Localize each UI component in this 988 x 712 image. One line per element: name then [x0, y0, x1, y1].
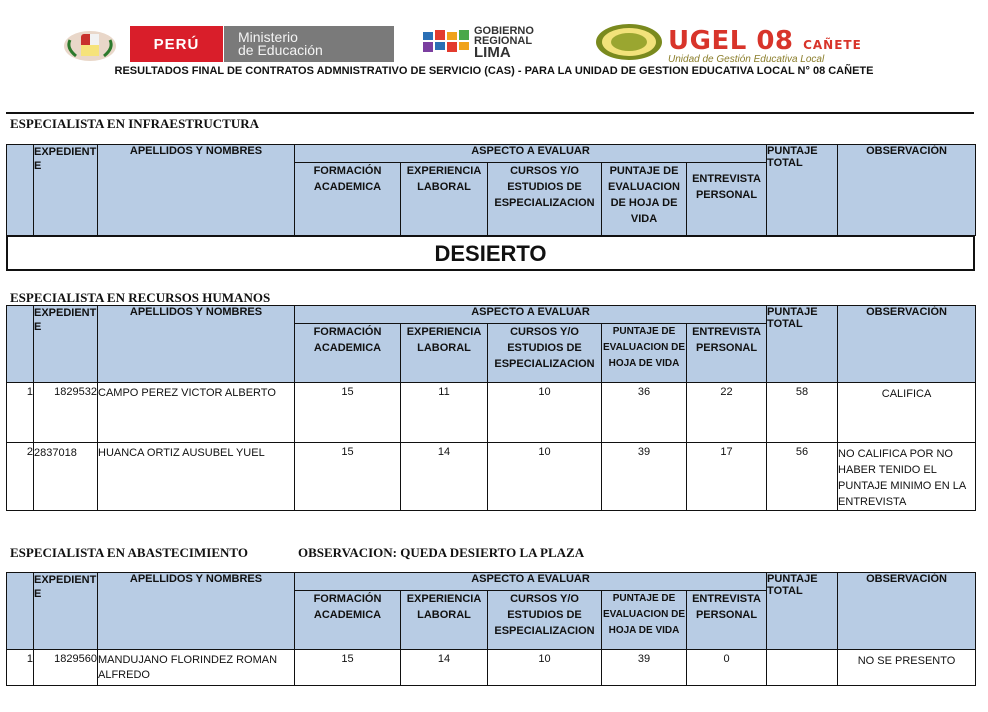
- col-expediente: EXPEDIENTE: [34, 145, 98, 236]
- col-index: [7, 573, 34, 650]
- col-cursos: CURSOS Y/O ESTUDIOS DE ESPECIALIZACION: [488, 163, 602, 236]
- row-observacion: NO SE PRESENTO: [838, 650, 976, 686]
- row-entrevista: 0: [687, 650, 767, 686]
- col-entrevista: ENTREVISTA PERSONAL: [687, 163, 767, 236]
- col-apellidos: APELLIDOS Y NOMBRES: [98, 145, 295, 236]
- section-title-recursos-humanos: ESPECIALISTA EN RECURSOS HUMANOS: [10, 290, 271, 305]
- table-row: [7, 383, 976, 443]
- row-total: [767, 650, 838, 686]
- row-nombre: HUANCA ORTIZ AUSUBEL YUEL: [98, 443, 295, 511]
- col-apellidos: APELLIDOS Y NOMBRES: [98, 573, 295, 650]
- ugel-seal-icon: [594, 22, 664, 62]
- row-experiencia: 14: [401, 650, 488, 686]
- ugel-subtitle: Unidad de Gestión Educativa Local: [668, 54, 825, 65]
- col-observacion: OBSERVACIÓN: [838, 306, 976, 383]
- row-hoja-vida: 36: [602, 383, 687, 443]
- ugel-name: [668, 26, 862, 56]
- row-entrevista: 17: [687, 443, 767, 511]
- col-aspecto: ASPECTO A EVALUAR: [295, 145, 767, 163]
- col-experiencia: EXPERIENCIA LABORAL: [401, 163, 488, 236]
- row-index: 2: [7, 443, 34, 511]
- ugel-city: CAÑETE: [803, 38, 862, 52]
- col-puntaje-hoja-vida: PUNTAJE DE EVALUACION DE HOJA DE VIDA: [602, 591, 687, 650]
- col-apellidos: APELLIDOS Y NOMBRES: [98, 306, 295, 383]
- ministerio-line1: Ministerio: [238, 29, 298, 45]
- ugel-name-main: UGEL 08: [668, 26, 794, 56]
- col-cursos: CURSOS Y/O ESTUDIOS DE ESPECIALIZACION: [488, 591, 602, 650]
- row-index: 1: [7, 650, 34, 686]
- col-index: [7, 145, 34, 236]
- gobierno-line3: LIMA: [474, 44, 511, 61]
- col-formacion: FORMACIÓN ACADEMICA: [295, 591, 401, 650]
- divider-line: [6, 112, 974, 114]
- ministerio-brand: [224, 26, 394, 62]
- col-experiencia: EXPERIENCIA LABORAL: [401, 324, 488, 383]
- row-observacion: CALIFICA: [838, 383, 976, 443]
- col-observacion: OBSERVACIÓN: [838, 145, 976, 236]
- row-formacion: 15: [295, 650, 401, 686]
- col-formacion: FORMACIÓN ACADEMICA: [295, 163, 401, 236]
- row-observacion: NO CALIFICA POR NO HABER TENIDO EL PUNTAJE MINIMO EN LA ENTREVISTA: [838, 443, 976, 511]
- col-aspecto: ASPECTO A EVALUAR: [295, 573, 767, 591]
- header-logos: [0, 20, 988, 66]
- col-formacion: FORMACIÓN ACADEMICA: [295, 324, 401, 383]
- gobierno-line1: GOBIERNO: [474, 25, 534, 37]
- col-observacion: OBSERVACIÓN: [838, 573, 976, 650]
- table-abastecimiento: [6, 572, 976, 686]
- row-index: 1: [7, 383, 34, 443]
- row-entrevista: 22: [687, 383, 767, 443]
- section-title-abastecimiento: ESPECIALISTA EN ABASTECIMIENTO: [10, 545, 248, 560]
- row-cursos: 10: [488, 443, 602, 511]
- document-title: RESULTADOS FINAL DE CONTRATOS ADMNISTRATIVO DE SERVICIO (CAS) - PARA LA UNIDAD DE GESTION EDUCATIVA LOCAL N° 08 CAÑETE: [114, 65, 874, 77]
- row-expediente: 2837018: [34, 443, 98, 511]
- table-row: [7, 443, 976, 511]
- table-row: [7, 650, 976, 686]
- col-puntaje-total: PUNTAJE TOTAL: [767, 306, 838, 383]
- gobierno-line2: REGIONAL: [474, 35, 533, 47]
- row-nombre: MANDUJANO FLORINDEZ ROMAN ALFREDO: [98, 650, 295, 686]
- row-experiencia: 11: [401, 383, 488, 443]
- col-puntaje-hoja-vida: PUNTAJE DE EVALUACION DE HOJA DE VIDA: [602, 163, 687, 236]
- col-entrevista: ENTREVISTA PERSONAL: [687, 324, 767, 383]
- result-desierto: DESIERTO: [6, 236, 975, 271]
- col-index: [7, 306, 34, 383]
- peru-coat-of-arms-icon: [62, 28, 118, 62]
- row-expediente: 1829532: [34, 383, 98, 443]
- ministerio-line2: de Educación: [238, 42, 323, 58]
- row-total: 58: [767, 383, 838, 443]
- col-puntaje-hoja-vida: PUNTAJE DE EVALUACION DE HOJA DE VIDA: [602, 324, 687, 383]
- col-aspecto: ASPECTO A EVALUAR: [295, 306, 767, 324]
- gobierno-regional-icon: [423, 28, 469, 56]
- gobierno-regional-text: [474, 26, 554, 60]
- row-formacion: 15: [295, 383, 401, 443]
- col-expediente: EXPEDIENTE: [34, 573, 98, 650]
- row-cursos: 10: [488, 383, 602, 443]
- row-cursos: 10: [488, 650, 602, 686]
- row-experiencia: 14: [401, 443, 488, 511]
- col-puntaje-total: PUNTAJE TOTAL: [767, 145, 838, 236]
- section-note-abastecimiento: OBSERVACION: QUEDA DESIERTO LA PLAZA: [298, 545, 585, 560]
- col-entrevista: ENTREVISTA PERSONAL: [687, 591, 767, 650]
- col-cursos: CURSOS Y/O ESTUDIOS DE ESPECIALIZACION: [488, 324, 602, 383]
- col-experiencia: EXPERIENCIA LABORAL: [401, 591, 488, 650]
- row-hoja-vida: 39: [602, 650, 687, 686]
- col-puntaje-total: PUNTAJE TOTAL: [767, 573, 838, 650]
- peru-brand: PERÚ: [130, 26, 223, 62]
- table-infraestructura: [6, 144, 976, 236]
- row-formacion: 15: [295, 443, 401, 511]
- row-hoja-vida: 39: [602, 443, 687, 511]
- col-expediente: EXPEDIENTE: [34, 306, 98, 383]
- row-total: 56: [767, 443, 838, 511]
- section-title-infraestructura: ESPECIALISTA EN INFRAESTRUCTURA: [10, 116, 259, 131]
- row-nombre: CAMPO PEREZ VICTOR ALBERTO: [98, 383, 295, 443]
- row-expediente: 1829560: [34, 650, 98, 686]
- table-recursos-humanos: [6, 305, 976, 511]
